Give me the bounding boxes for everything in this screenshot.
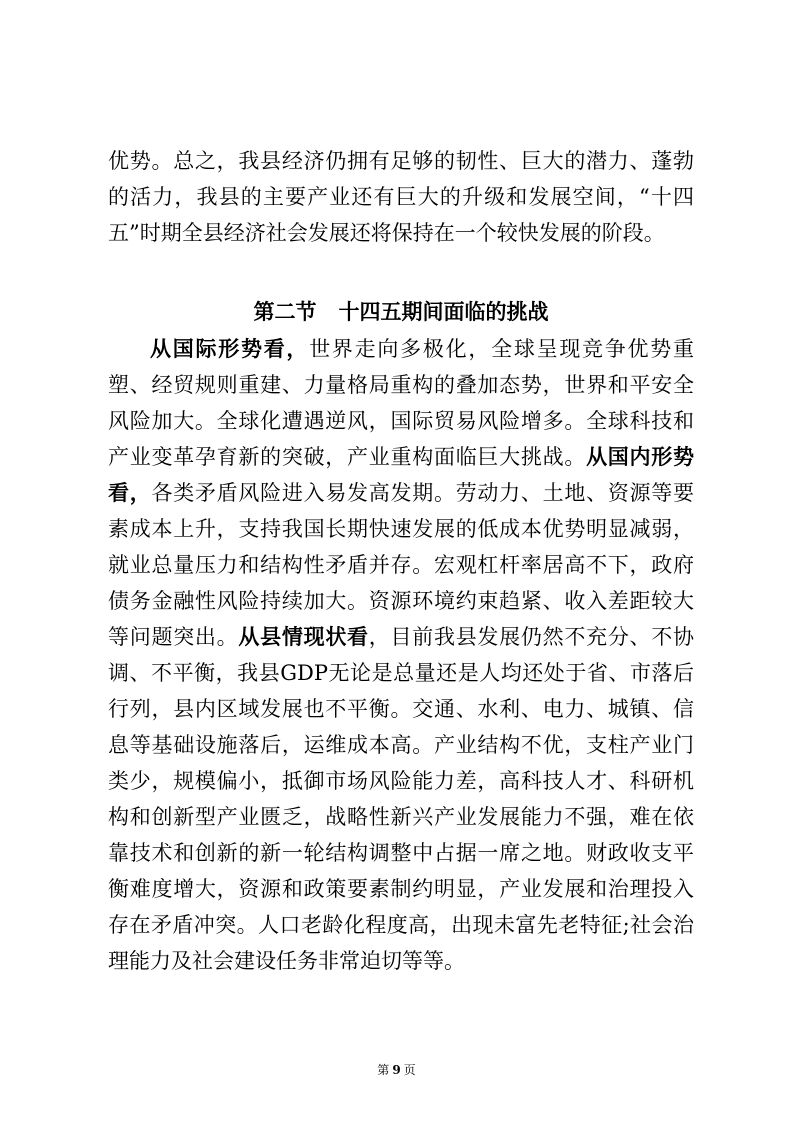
section-heading [108,294,694,330]
domestic-label: 从国内形势看， [108,445,695,505]
international-text: 世界走向多极化，全球呈现竞争优势重塑、经贸规则重建、力量格局重构的叠加态势，世界和平安全风险加大。全球化遭遇逆风，国际贸易风险增多。全球科技和产业变革孕育新的突破，产业重构面临巨大挑战。 [108,337,695,469]
page-footer [0,1062,793,1078]
footer-suffix: 页 [403,1063,416,1077]
footer-prefix: 第 [377,1063,390,1077]
domestic-text: 各类矛盾风险进入易发高发期。劳动力、土地、资源等要素成本上升，支持我国长期快速发展的低成本优势明显减弱，就业总量压力和结构性矛盾并存。宏观杠杆率居高不下，政府债务金融性风险持续加大。资源环境约束趋紧、收入差距较大等问题突出。 [108,481,695,649]
county-text: ，目前我县发展仍然不充分、不协调、不平衡，我县GDP无论是总量还是人均还处于省、市落后行列，县内区域发展也不平衡。交通、水利、电力、城镇、信息等基础设施落后，运维成本高。产业结构不优，支柱产业门类少，规模偏小，抵御市场风险能力差，高科技人才、科研机构和创新型产业匮乏，战略性新兴产业发展能力不强，难在依靠技术和创新的新一轮结构调整中占据一席之地。财政收支平衡难度增大，资源和政策要素制约明显，产业发展和治理投入存在矛盾冲突。人口老龄化程度高，出现未富先老特征;社会治理能力及社会建设任务非常迫切等等。 [108,625,695,973]
section-title: 十四五期间面临的挑战 [338,300,549,324]
international-label: 从国际形势看， [150,337,310,361]
county-label: 从县情现状看 [238,625,369,649]
challenges-paragraph [108,331,694,979]
section-number: 第二节 [253,300,317,324]
intro-paragraph: 优势。总之，我县经济仍拥有足够的韧性、巨大的潜力、蓬勃的活力，我县的主要产业还有巨大的升级和发展空间，“十四五”时期全县经济社会发展还将保持在一个较快发展的阶段。 [108,149,694,245]
page-number: 9 [392,1063,401,1077]
